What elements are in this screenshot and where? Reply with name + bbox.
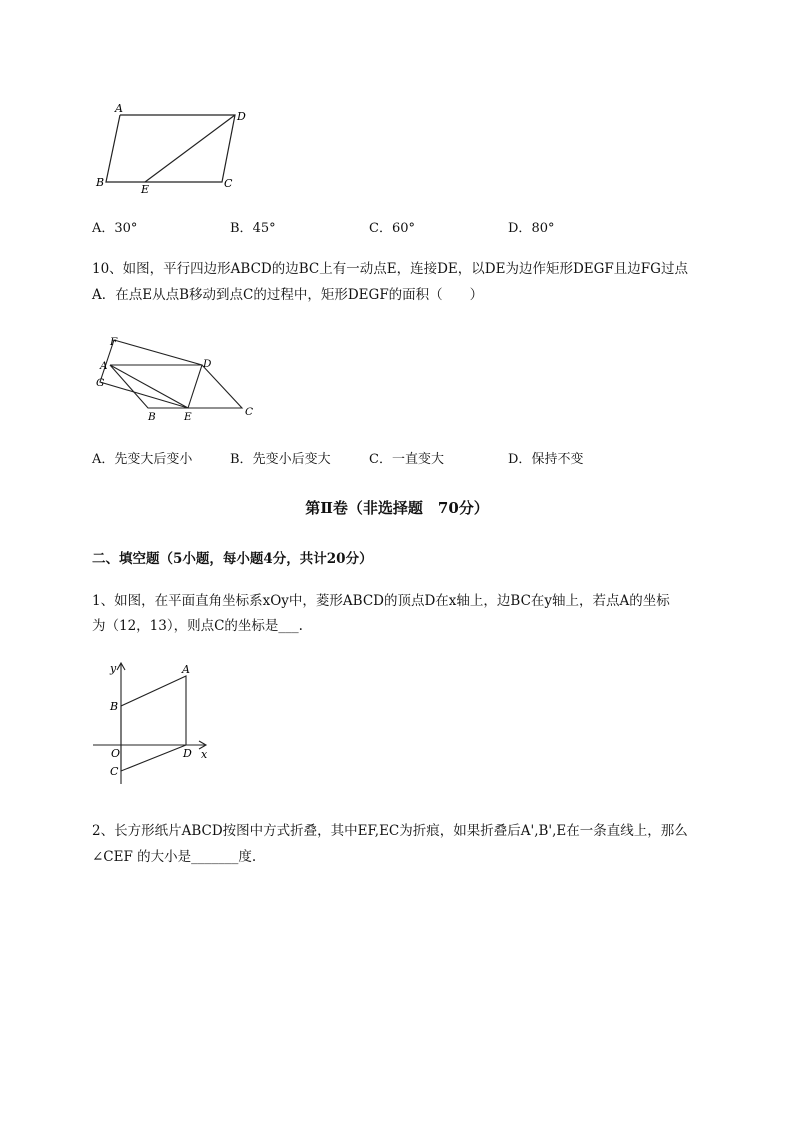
label-a: A xyxy=(182,663,190,676)
label-f: F xyxy=(110,336,118,348)
f1-line1: 1、如图，在平面直角坐标系xOy中，菱形ABCD的顶点D在x轴上，边BC在y轴上，若点A的坐标 xyxy=(92,593,670,609)
label-c: C xyxy=(245,406,254,418)
label-y: y xyxy=(110,662,117,675)
parallelogram-abcd xyxy=(106,115,235,182)
segment-ae xyxy=(110,365,188,408)
label-o: O xyxy=(111,747,121,760)
section-title: 第Ⅱ卷（非选择题 70分） xyxy=(305,499,489,517)
q10-option-a: A．先变大后变小 xyxy=(92,452,193,467)
q10-line1: 10、如图，平行四边形ABCD的边BC上有一动点E，连接DE，以DE为边作矩形DEGF且边FG过点 xyxy=(92,261,688,277)
label-e: E xyxy=(184,411,192,423)
label-c: C xyxy=(224,177,233,190)
section-heading: 二、填空题（5小题，每小题4分，共计20分） xyxy=(92,551,373,567)
label-a: A xyxy=(115,102,123,115)
rectangle-degf xyxy=(100,340,202,408)
q10-option-c: C．一直变大 xyxy=(369,452,444,467)
label-d: D xyxy=(237,110,246,123)
q10-figure xyxy=(92,332,262,427)
q10-option-d: D．保持不变 xyxy=(508,452,584,467)
label-c: C xyxy=(110,765,119,778)
q9-option-d: D．80° xyxy=(508,221,555,236)
label-d: D xyxy=(203,358,212,370)
f1-figure xyxy=(90,656,220,791)
segment-de xyxy=(145,115,235,182)
label-x: x xyxy=(201,748,208,761)
f1-line2: 为（12，13），则点C的坐标是___. xyxy=(92,618,303,634)
label-b: B xyxy=(110,700,119,713)
rhombus-abcd xyxy=(121,676,186,771)
label-g: G xyxy=(96,377,105,389)
q9-option-c: C．60° xyxy=(369,221,415,236)
f2-line1: 2、长方形纸片ABCD按图中方式折叠，其中EF,EC为折痕，如果折叠后A',B',E在一条直线上，那么 xyxy=(92,823,688,839)
label-b: B xyxy=(148,411,156,423)
label-b: B xyxy=(96,176,105,189)
f2-line2: ∠CEF 的大小是_______度. xyxy=(92,849,257,865)
q10-option-b: B．先变小后变大 xyxy=(230,452,331,467)
label-e: E xyxy=(141,183,150,196)
q9-figure xyxy=(90,100,260,200)
q9-option-b: B．45° xyxy=(230,221,276,236)
q10-line2: A．在点E从点B移动到点C的过程中，矩形DEGF的面积（ ） xyxy=(92,287,484,303)
label-a: A xyxy=(100,360,108,372)
label-d: D xyxy=(183,747,192,760)
q9-option-a: A．30° xyxy=(92,221,138,236)
